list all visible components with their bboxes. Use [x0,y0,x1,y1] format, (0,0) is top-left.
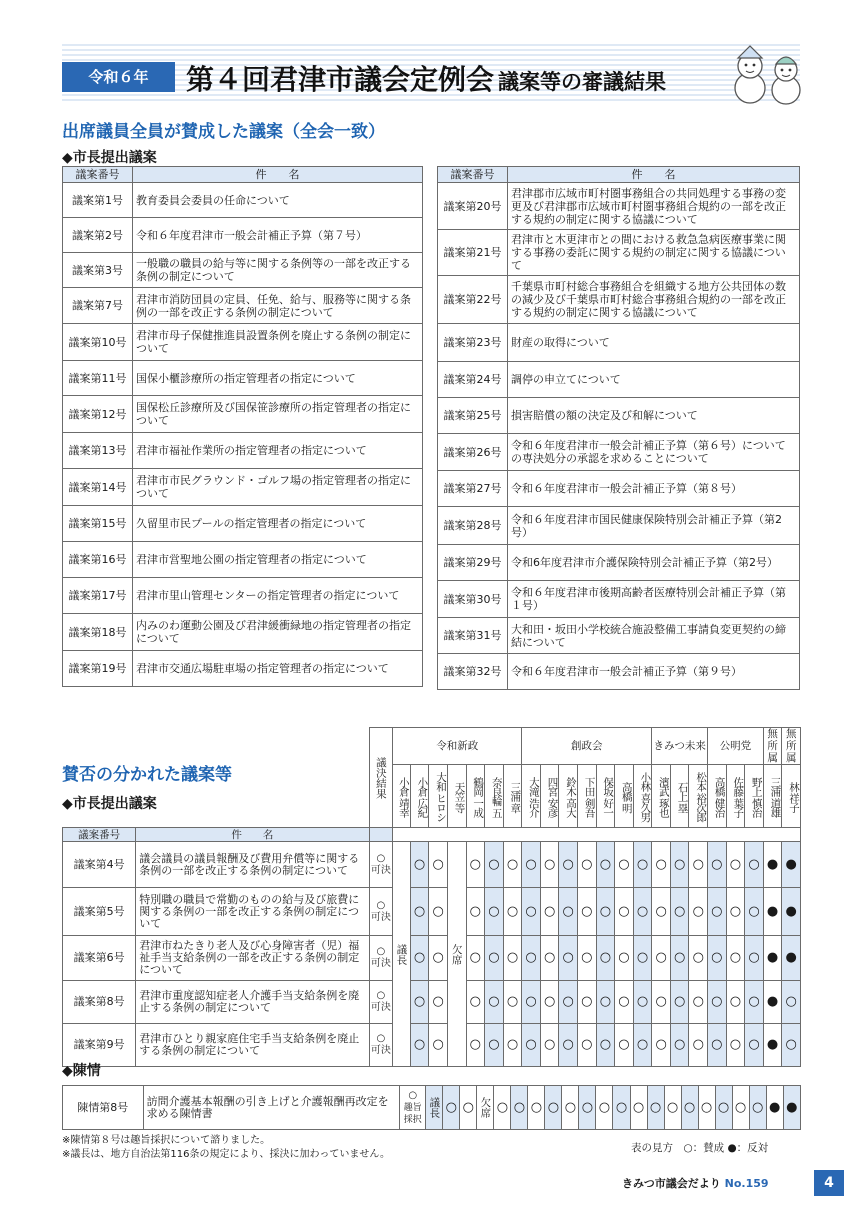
member-name: 濱武琢也 [652,765,671,828]
vote-mark: ○ [460,1086,477,1130]
vote-mark: ○ [633,1024,652,1067]
vote-mark: ○ [540,842,559,888]
bill-title: 君津市ひとり親家庭住宅手当支給条例を廃止する条例の制定について [136,1024,369,1067]
member-name: 大滝浩介 [522,765,541,828]
vote-mark: ○ [559,888,578,936]
vote-mark: ○ [689,1024,708,1067]
result-mark: ○ [376,852,386,864]
vote-mark: ○ [708,888,727,936]
vote-mark: ○ [745,888,764,936]
vote-mark: ○ [633,842,652,888]
table-row [63,1086,801,1130]
bill-title: 国保松丘診療所及び国保笹診療所の指定管理者の指定について [133,396,423,433]
bill-number: 議案第20号 [438,183,508,230]
col-header-result: 議決結果 [369,728,393,828]
vote-mark: ○ [670,936,689,981]
bill-title: 大和田・坂田小学校統合施設整備工事請負変更契約の締結について [508,618,800,654]
vote-mark: ● [782,842,801,888]
result-cell [369,1024,393,1067]
member-name: 野上慎治 [745,765,764,828]
absent-mark: 欠席 [447,842,466,1067]
vote-mark: ○ [745,1024,764,1067]
party-group: 無所属 [782,728,801,765]
page-title: 第４回君津市議会定例会 議案等の審議結果 [186,63,667,96]
petition-number: 陳情第8号 [63,1086,144,1130]
vote-mark: ○ [540,1024,559,1067]
col-header-no: 議案番号 [63,167,133,183]
bill-number: 議案第30号 [438,581,508,618]
bill-number: 議案第24号 [438,362,508,398]
footer [622,1175,769,1191]
bill-number: 議案第7号 [63,288,133,324]
result-text: 可決 [370,1045,391,1056]
bill-number: 議案第16号 [63,542,133,578]
party-group: きみつ未来 [652,728,708,765]
member-name: 下田剣吾 [578,765,597,828]
vote-mark: ○ [540,888,559,936]
bill-number: 議案第4号 [63,842,136,888]
chair-mark: 議長 [393,842,411,1067]
vote-mark: ○ [429,1024,448,1067]
section-heading-divided: 賛否の分かれた議案等 [62,765,232,785]
vote-mark: ○ [652,981,671,1024]
table-row [63,288,423,324]
bill-title: 損害賠償の額の決定及び和解について [508,398,800,434]
vote-mark: ○ [726,888,745,936]
member-name: 高橋明 [615,765,634,828]
note-1: ※陳情第８号は趣旨採択について諮りました。 [62,1135,271,1146]
table-row [63,542,423,578]
result-mark: ○ [408,1089,418,1101]
member-name: 小林喜久男 [633,765,652,828]
bill-number: 議案第19号 [63,651,133,687]
vote-mark: ○ [410,842,429,888]
vote-mark: ○ [633,981,652,1024]
party-group: 無所属 [763,728,782,765]
petition-title: 訪問介護基本報酬の引き上げと介護報酬再改定を求める陳情書 [143,1086,400,1130]
unanimous-table-right [437,166,800,690]
vote-mark: ○ [545,1086,562,1130]
footer-issue: No.159 [724,1177,769,1190]
vote-mark: ○ [726,842,745,888]
vote-mark: ○ [503,842,522,888]
bill-number: 議案第27号 [438,471,508,507]
vote-mark: ○ [633,888,652,936]
bill-title: 国保小櫃診療所の指定管理者の指定について [133,361,423,396]
vote-mark: ○ [652,888,671,936]
table-row [438,434,800,471]
bill-title: 君津市母子保健推進員設置条例を廃止する条例の制定について [133,324,423,361]
bill-title: 君津市福祉作業所の指定管理者の指定について [133,433,423,469]
vote-mark: ○ [578,936,597,981]
vote-mark: ○ [540,936,559,981]
chair-mark: 議長 [426,1086,443,1130]
vote-mark: ○ [522,936,541,981]
page-number: 4 [814,1170,844,1196]
legend: 表の見方 ○：賛成 ●：反対 [631,1142,769,1154]
vote-mark: ○ [647,1086,664,1130]
vote-mark: ○ [670,842,689,888]
vote-mark: ○ [652,842,671,888]
result-cell [369,842,393,888]
bill-number: 議案第6号 [63,936,136,981]
petition-table [62,1085,801,1130]
table-row [438,183,800,230]
member-name: 林祥子 [782,765,801,828]
vote-mark: ○ [689,936,708,981]
table-row [63,183,423,218]
member-name: 石上塁 [670,765,689,828]
vote-mark: ○ [503,981,522,1024]
member-name: 小倉靖幸 [393,765,411,828]
vote-mark: ○ [578,842,597,888]
section-subheading-mayor: ◆市長提出議案 [62,150,157,166]
result-mark: ○ [376,899,386,911]
bill-title: 議会議員の議員報酬及び費用弁償等に関する条例の一部を改正する条例の制定について [136,842,369,888]
bill-title: 君津郡市広域市町村圏事務組合の共同処理する事務の変更及び君津郡市広域市町村圏事務組合規約の一部を改正する規約の制定に関する協議について [508,183,800,230]
vote-mark: ○ [681,1086,698,1130]
unanimous-table-left [62,166,423,687]
footer-title: きみつ市議会だより [622,1177,721,1190]
vote-mark: ○ [485,888,504,936]
vote-mark: ○ [485,936,504,981]
bill-number: 議案第23号 [438,324,508,362]
vote-mark: ○ [503,936,522,981]
table-row [63,324,423,361]
vote-mark: ● [766,1086,783,1130]
vote-mark: ○ [708,981,727,1024]
bill-title: 君津市重度認知症老人介護手当支給条例を廃止する条例の制定について [136,981,369,1024]
col-header-no: 議案番号 [63,828,136,842]
bill-title: 君津市と木更津市との間における救急急病医療事業に関する事務の委託に関する規約の制定に関する協議について [508,230,800,276]
table-row [63,469,423,506]
bill-number: 議案第26号 [438,434,508,471]
vote-mark: ○ [485,981,504,1024]
bill-title: 令和６年度君津市一般会計補正予算（第８号） [508,471,800,507]
vote-mark: ○ [615,1024,634,1067]
table-row [438,618,800,654]
member-name: 大和ヒロシ [429,765,448,828]
table-row [63,936,801,981]
bill-number: 議案第10号 [63,324,133,361]
table-row [438,471,800,507]
vote-mark: ○ [485,842,504,888]
vote-mark: ○ [652,1024,671,1067]
vote-mark: ○ [579,1086,596,1130]
note-2: ※議長は、地方自治法第116条の規定により、採決に加わっていません。 [62,1149,390,1160]
table-row [63,651,423,687]
result-cell [400,1086,426,1130]
bill-title: 一般職の職員の給与等に関する条例等の一部を改正する条例の制定について [133,253,423,288]
result-cell [369,936,393,981]
table-row [63,1024,801,1067]
vote-mark: ○ [749,1086,766,1130]
vote-mark: ○ [528,1086,545,1130]
bill-title: 千葉県市町村総合事務組合を組織する地方公共団体の数の減少及び千葉県市町村総合事務組合規約の一部を改正する規約の制定に関する協議について [508,276,800,324]
bill-title: 君津市市民グラウンド・ゴルフ場の指定管理者の指定について [133,469,423,506]
table-row [438,398,800,434]
bill-title: 君津市消防団員の定員、任免、給与、服務等に関する条例の一部を改正する条例の制定について [133,288,423,324]
vote-mark: ○ [410,888,429,936]
vote-mark: ○ [615,842,634,888]
bill-title: 令和６年度君津市一般会計補正予算（第７号） [133,218,423,253]
bill-number: 議案第14号 [63,469,133,506]
vote-mark: ○ [745,936,764,981]
vote-mark: ○ [745,842,764,888]
bill-number: 議案第18号 [63,614,133,651]
vote-mark: ○ [522,1024,541,1067]
table-row [438,545,800,581]
member-name: 三浦道雄 [763,765,782,828]
vote-mark: ● [763,1024,782,1067]
vote-mark: ○ [410,1024,429,1067]
vote-mark: ○ [485,1024,504,1067]
vote-mark: ○ [782,1024,801,1067]
page-subtitle: 議案等の審議結果 [498,70,667,94]
bill-title: 君津市営聖地公園の指定管理者の指定について [133,542,423,578]
bill-number: 議案第22号 [438,276,508,324]
vote-mark: ○ [429,888,448,936]
table-row [63,888,801,936]
vote-mark: ○ [613,1086,630,1130]
bill-number: 議案第5号 [63,888,136,936]
bill-title: 君津市交通広場駐車場の指定管理者の指定について [133,651,423,687]
col-header-no: 議案番号 [438,167,508,183]
result-mark: ○ [376,946,386,957]
bill-title: 教育委員会委員の任命について [133,183,423,218]
vote-mark: ○ [670,888,689,936]
bill-number: 議案第17号 [63,578,133,614]
bill-title: 令和６年度君津市後期高齢者医療特別会計補正予算（第１号） [508,581,800,618]
table-row [63,396,423,433]
vote-mark: ○ [652,936,671,981]
table-row [438,654,800,690]
vote-mark: ○ [511,1086,528,1130]
table-row [63,253,423,288]
snowman-icon [720,44,812,108]
section-heading-unanimous: 出席議員全員が賛成した議案（全会一致） [62,122,385,142]
vote-mark: ● [783,1086,800,1130]
result-mark: ○ [376,1033,386,1044]
vote-mark: ○ [578,981,597,1024]
vote-mark: ○ [466,981,485,1024]
bill-number: 議案第8号 [63,981,136,1024]
vote-mark: ● [782,936,801,981]
result-text: 可決 [370,1002,391,1013]
result-text: 可決 [370,911,391,923]
bill-title: 令和６年度君津市一般会計補正予算（第９号） [508,654,800,690]
vote-mark: ○ [410,981,429,1024]
member-name: 高橋健治 [708,765,727,828]
table-row [63,506,423,542]
table-row [438,230,800,276]
petition-heading: ◆陳情 [62,1063,101,1079]
bill-number: 議案第29号 [438,545,508,581]
result-text: 可決 [370,958,391,969]
bill-number: 議案第12号 [63,396,133,433]
result-cell [369,888,393,936]
vote-mark: ● [763,936,782,981]
result-cell [369,981,393,1024]
vote-mark: ● [763,842,782,888]
vote-mark: ○ [708,936,727,981]
bill-title: 内みのわ運動公園及び君津緩衝緑地の指定管理者の指定について [133,614,423,651]
bill-title: 久留里市民プールの指定管理者の指定について [133,506,423,542]
vote-mark: ○ [689,888,708,936]
member-name: 奈良輪五 [485,765,504,828]
vote-mark: ○ [715,1086,732,1130]
vote-mark: ○ [698,1086,715,1130]
bill-number: 議案第9号 [63,1024,136,1067]
era-badge: 令和６年 [62,62,175,92]
member-name: 保坂好一 [596,765,615,828]
vote-mark: ○ [559,842,578,888]
bill-title: 調停の申立てについて [508,362,800,398]
vote-mark: ○ [596,936,615,981]
bill-number: 議案第25号 [438,398,508,434]
result-mark: ○ [376,990,386,1001]
bill-number: 議案第3号 [63,253,133,288]
table-row [63,981,801,1024]
vote-mark: ○ [670,1024,689,1067]
result-text: 可決 [370,864,391,876]
vote-mark: ○ [726,1024,745,1067]
vote-mark: ○ [466,1024,485,1067]
table-row [438,276,800,324]
col-header-title: 件 名 [136,828,369,842]
vote-mark: ● [763,981,782,1024]
vote-mark: ○ [562,1086,579,1130]
vote-mark: ○ [466,888,485,936]
divided-votes-table [62,727,801,1067]
vote-mark: ○ [410,936,429,981]
bill-title: 君津市ねたきり老人及び心身障害者（児）福祉手当支給条例の一部を改正する条例の制定について [136,936,369,981]
vote-mark: ○ [503,888,522,936]
vote-mark: ○ [630,1086,647,1130]
party-group: 創政会 [522,728,652,765]
vote-mark: ○ [443,1086,460,1130]
member-name: 鈴木高大 [559,765,578,828]
vote-mark: ○ [745,981,764,1024]
bill-number: 議案第31号 [438,618,508,654]
bill-number: 議案第15号 [63,506,133,542]
bill-number: 議案第11号 [63,361,133,396]
table-row [438,362,800,398]
table-row [63,578,423,614]
col-header-title: 件 名 [133,167,423,183]
vote-mark: ○ [578,1024,597,1067]
vote-mark: ○ [615,936,634,981]
table-row [63,361,423,396]
col-header-title: 件 名 [508,167,800,183]
vote-mark: ○ [633,936,652,981]
vote-mark: ○ [708,1024,727,1067]
vote-mark: ○ [540,981,559,1024]
vote-mark: ○ [466,842,485,888]
vote-mark: ○ [596,981,615,1024]
bill-title: 特別職の職員で常勤のものの給与及び旅費に関する条例の一部を改正する条例の制定について [136,888,369,936]
member-name: 松本裕次郎 [689,765,708,828]
table-row [63,218,423,253]
bill-title: 令和６年度君津市一般会計補正予算（第６号）についての専決処分の承認を求めることについて [508,434,800,471]
table-row [63,433,423,469]
vote-mark: ○ [732,1086,749,1130]
vote-mark: ○ [596,1086,613,1130]
vote-mark: ○ [522,842,541,888]
bill-number: 議案第2号 [63,218,133,253]
table-row [438,581,800,618]
vote-mark: ○ [429,981,448,1024]
vote-mark: ○ [596,842,615,888]
vote-mark: ○ [615,981,634,1024]
result-text: 趣旨採択 [403,1102,422,1125]
vote-mark: ○ [726,981,745,1024]
bill-title: 令和６年度君津市国民健康保険特別会計補正予算（第2号） [508,507,800,545]
section-subheading-mayor-2: ◆市長提出議案 [62,796,157,812]
member-name: 佐藤葉子 [726,765,745,828]
vote-mark: ○ [664,1086,681,1130]
bill-number: 議案第13号 [63,433,133,469]
bill-number: 議案第21号 [438,230,508,276]
bill-title: 財産の取得について [508,324,800,362]
vote-mark: ○ [670,981,689,1024]
vote-mark: ○ [689,981,708,1024]
member-name: 鶴岡一成 [466,765,485,828]
vote-mark: ○ [708,842,727,888]
table-row [438,507,800,545]
bill-title: 君津市里山管理センターの指定管理者の指定について [133,578,423,614]
member-name: 四宮安彦 [540,765,559,828]
vote-mark: ○ [559,936,578,981]
vote-mark: ○ [429,842,448,888]
vote-mark: ○ [559,1024,578,1067]
vote-mark: ● [782,888,801,936]
vote-mark: ○ [596,888,615,936]
bill-number: 議案第32号 [438,654,508,690]
party-group: 公明党 [708,728,764,765]
vote-mark: ○ [689,842,708,888]
vote-mark: ● [763,888,782,936]
absent-mark: 欠席 [477,1086,494,1130]
vote-mark: ○ [596,1024,615,1067]
vote-mark: ○ [494,1086,511,1130]
vote-mark: ○ [578,888,597,936]
table-row [63,614,423,651]
vote-mark: ○ [522,888,541,936]
member-name: 三浦章 [503,765,522,828]
member-name: 小倉広紀 [410,765,429,828]
member-name: 天笠等 [447,765,466,828]
vote-mark: ○ [782,981,801,1024]
vote-mark: ○ [726,936,745,981]
table-row [438,324,800,362]
bill-title: 令和6年度君津市介護保険特別会計補正予算（第2号） [508,545,800,581]
bill-number: 議案第28号 [438,507,508,545]
table-row [63,842,801,888]
vote-mark: ○ [559,981,578,1024]
vote-mark: ○ [429,936,448,981]
bill-number: 議案第1号 [63,183,133,218]
vote-mark: ○ [466,936,485,981]
party-group: 令和新政 [393,728,522,765]
vote-mark: ○ [615,888,634,936]
vote-mark: ○ [522,981,541,1024]
vote-mark: ○ [503,1024,522,1067]
